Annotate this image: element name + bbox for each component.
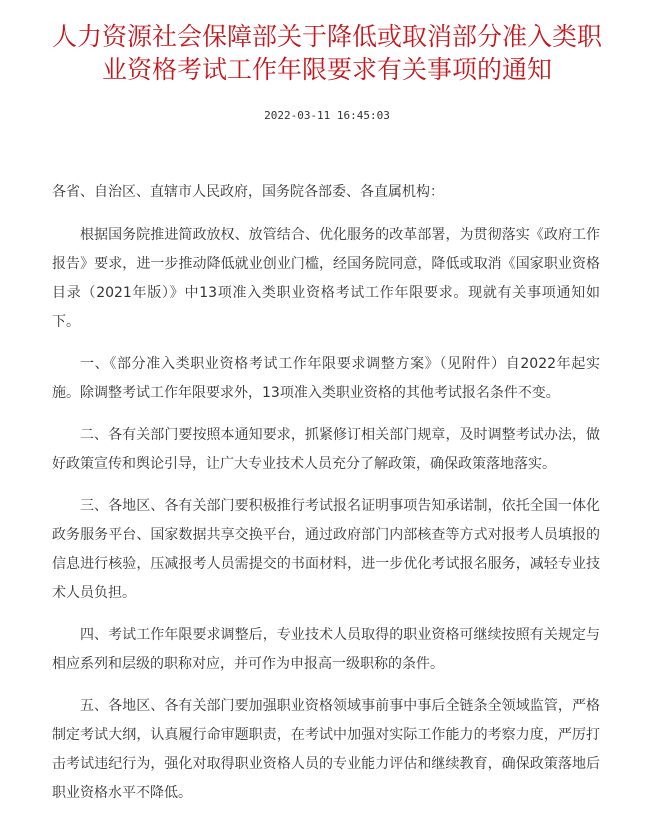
salutation: 各省、自治区、直辖市人民政府，国务院各部委、各直属机构： [52,184,444,200]
page-title-line-1: 人力资源社会保障部关于降低或取消部分准入类职 [51,22,602,51]
paragraph-intro: 根据国务院推进简政放权、放管结合、优化服务的改革部署，为贯彻落实《政府工作报告》要求，进一步推动降低就业创业门槛，经国务院同意，降低或取消《国家职业资格目录（2021年版）》中13项准入类职业资格考试工作年限要求。现就有关事项通知如下。 [52,227,600,330]
paragraph-item-5: 五、各地区、各有关部门要加强职业资格领域事前事中事后全链条全领域监管，严格制定考试大纲，认真履行命审题职责，在考试中加强对实际工作能力的考察力度，严厉打击考试违纪行为，强化对取得职业资格人员的专业能力评估和继续教育，确保政策落地后职业资格水平不降低。 [52,698,600,801]
page-title-line-2: 业资格考试工作年限要求有关事项的通知 [101,55,552,84]
article-body [52,178,600,821]
publish-timestamp: 2022-03-11 16:45:03 [264,109,390,122]
paragraph-item-3: 三、各地区、各有关部门要积极推行考试报名证明事项告知承诺制，依托全国一体化政务服务平台、国家数据共享交换平台，通过政府部门内部核查等方式对报考人员填报的信息进行核验，压减报考人员需提交的书面材料，进一步优化考试报名服务，减轻专业技术人员负担。 [52,498,600,601]
page-title [0,20,654,86]
paragraph-item-4: 四、考试工作年限要求调整后，专业技术人员取得的职业资格可继续按照有关规定与相应系列和层级的职称对应，并可作为申报高一级职称的条件。 [52,627,600,672]
paragraph-item-1: 一、《部分准入类职业资格考试工作年限要求调整方案》（见附件）自2022年起实施。除调整考试工作年限要求外，13项准入类职业资格的其他考试报名条件不变。 [52,356,600,401]
paragraph-item-2: 二、各有关部门要按照本通知要求，抓紧修订相关部门规章，及时调整考试办法，做好政策宣传和舆论引导，让广大专业技术人员充分了解政策，确保政策落地落实。 [52,427,600,472]
